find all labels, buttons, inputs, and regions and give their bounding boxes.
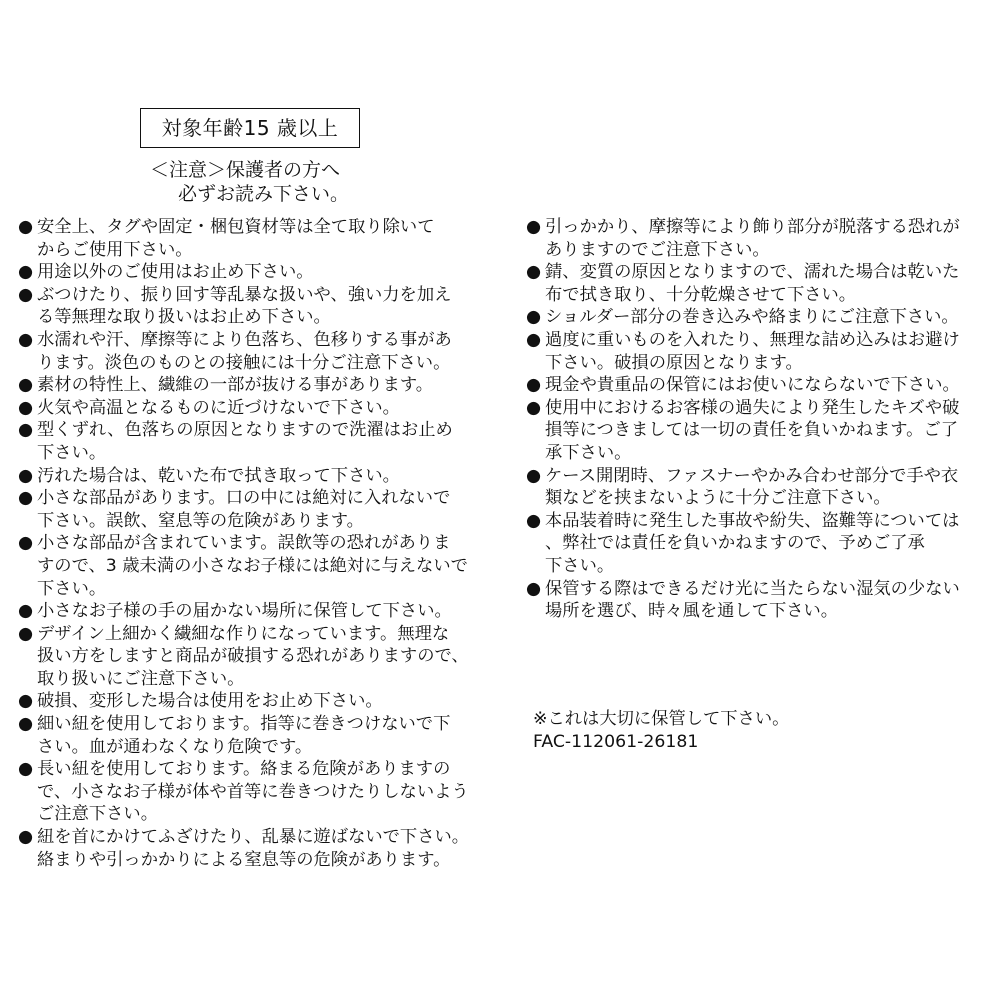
warning-item xyxy=(526,216,986,261)
bullet-icon: ● xyxy=(526,262,542,283)
warning-item xyxy=(18,758,480,826)
bullet-icon: ● xyxy=(526,217,542,237)
warning-item-text: 汚れた場合は、乾いた布で拭き取って下さい。 xyxy=(37,465,400,486)
warning-item-text: 損等につきましては一切の責任を負いかねます。ご了 xyxy=(545,420,959,441)
warning-item-text: 火気や高温となるものに近づけないで下さい。 xyxy=(37,397,400,418)
bullet-icon: ● xyxy=(18,397,34,418)
warning-item-text: ご注意下さい。 xyxy=(37,804,158,825)
caution-title-line: ＜注意＞保護者の方へ xyxy=(150,159,341,181)
warning-item-text: 素材の特性上、繊維の一部が抜ける事があります。 xyxy=(37,375,434,396)
bullet-icon: ● xyxy=(18,488,34,509)
warning-item-text: 類などを挟まないように十分ご注意下さい。 xyxy=(545,488,891,509)
bullet-icon: ● xyxy=(18,691,34,712)
warning-item-text: すので、3 歳未満の小さなお子様には絶対に与えないで xyxy=(37,555,468,576)
warning-item-text: 水濡れや汗、摩擦等により色落ち、色移りする事があ xyxy=(37,329,452,350)
warning-item-text: ります。淡色のものとの接触には十分ご注意下さい。 xyxy=(37,352,451,373)
warning-item-text: 下さい。 xyxy=(545,555,615,576)
warning-item-text: 錆、変質の原因となりますので、濡れた場合は乾いた xyxy=(545,262,960,283)
warning-item xyxy=(18,623,480,691)
bullet-icon: ● xyxy=(18,329,34,350)
caution-title xyxy=(150,158,390,206)
warning-item xyxy=(18,374,480,397)
warning-item-text: 安全上、タグや固定・梱包資材等は全て取り除いて xyxy=(37,217,435,237)
warning-item xyxy=(526,510,986,578)
warning-item-text: 下さい。 xyxy=(37,578,107,599)
warning-item-text: 場所を選び、時々風を通して下さい。 xyxy=(545,601,839,622)
warning-item-text: 型くずれ、色落ちの原因となりますので洗濯はお止め xyxy=(37,420,453,441)
warning-item xyxy=(18,600,480,623)
warning-item-text: からご使用下さい。 xyxy=(37,239,193,260)
warning-item xyxy=(526,578,986,623)
warning-item-text: 用途以外のご使用はお止め下さい。 xyxy=(37,262,314,283)
warning-item xyxy=(526,306,986,329)
warning-item-text: 小さな部品が含まれています。誤飲等の恐れがありま xyxy=(37,533,451,554)
warning-item-text: ケース開閉時、ファスナーやかみ合わせ部分で手や衣 xyxy=(545,465,959,486)
bullet-icon: ● xyxy=(18,284,34,305)
warning-item-text: る等無理な取り扱いはお止め下さい。 xyxy=(37,307,331,328)
warning-item-text: 引っかかり、摩擦等により飾り部分が脱落する恐れが xyxy=(545,217,960,237)
warning-item-text: 下さい。破損の原因となります。 xyxy=(545,352,803,373)
bullet-icon: ● xyxy=(18,759,34,780)
warning-item xyxy=(18,532,480,600)
caution-title-line: 必ずお読み下さい。 xyxy=(178,183,350,205)
warning-item-text: ショルダー部分の巻き込みや絡まりにご注意下さい。 xyxy=(545,307,959,328)
warning-item-text: 小さな部品があります。口の中には絶対に入れないで xyxy=(37,488,451,509)
bullet-icon: ● xyxy=(526,510,542,531)
warning-item-text: 本品装着時に発生した事故や紛失、盗難等については xyxy=(545,510,960,531)
age-label-box: 対象年齢15 歳以上 xyxy=(140,108,360,148)
bullet-icon: ● xyxy=(18,217,34,237)
bullet-icon: ● xyxy=(526,375,542,396)
warning-item xyxy=(526,397,986,465)
bullet-icon: ● xyxy=(18,262,34,283)
bullet-icon: ● xyxy=(526,329,542,350)
footer xyxy=(533,708,789,753)
bullet-icon: ● xyxy=(18,827,34,848)
warning-item xyxy=(18,284,480,329)
bullet-icon: ● xyxy=(526,465,542,486)
warning-item-text: 紐を首にかけてふざけたり、乱暴に遊ばないで下さい。 xyxy=(37,827,470,848)
warning-item-text: 小さなお子様の手の届かない場所に保管して下さい。 xyxy=(37,601,452,622)
right-warning-column xyxy=(526,216,986,623)
bullet-icon: ● xyxy=(526,578,542,599)
warning-item-text: 過度に重いものを入れたり、無理な詰め込みはお避け xyxy=(545,329,960,350)
left-warning-column xyxy=(18,216,480,871)
warning-item xyxy=(526,261,986,306)
bullet-icon: ● xyxy=(18,420,34,441)
warning-item-text: 使用中におけるお客様の過失により発生したキズや破 xyxy=(545,397,960,418)
bullet-icon: ● xyxy=(526,397,542,418)
warning-item-text: ありますのでご注意下さい。 xyxy=(545,239,770,260)
warning-item-text: 下さい。誤飲、窒息等の危険があります。 xyxy=(37,510,364,531)
warning-item-text: 保管する際はできるだけ光に当たらない湿気の少ない xyxy=(545,578,960,599)
bullet-icon: ● xyxy=(18,375,34,396)
warning-item xyxy=(18,216,480,261)
warning-item-text: 細い紐を使用しております。指等に巻きつけないで下 xyxy=(37,714,451,735)
product-code: FAC-112061-26181 xyxy=(533,731,699,752)
bullet-icon: ● xyxy=(18,465,34,486)
warning-item xyxy=(526,374,986,397)
warning-item-text: 承下さい。 xyxy=(545,442,632,463)
warning-item xyxy=(18,419,480,464)
footer-note: ※これは大切に保管して下さい。 xyxy=(533,709,790,729)
warning-item xyxy=(18,713,480,758)
warning-item-text: 現金や貴重品の保管にはお使いにならないで下さい。 xyxy=(545,375,960,396)
warning-item-text: 扱い方をしますと商品が破損する恐れがありますので、 xyxy=(37,646,469,667)
warning-item-text: さい。血が通わなくなり危険です。 xyxy=(37,736,313,757)
warning-item xyxy=(18,261,480,284)
warning-item-text: ぶつけたり、振り回す等乱暴な扱いや、強い力を加え xyxy=(37,284,452,305)
warning-item-text: 取り扱いにご注意下さい。 xyxy=(37,668,245,689)
warning-item xyxy=(526,465,986,510)
bullet-icon: ● xyxy=(18,623,34,644)
warning-item xyxy=(526,329,986,374)
warning-item-text: で、小さなお子様が体や首等に巻きつけたりしないよう xyxy=(37,781,469,802)
warning-item-text: 長い紐を使用しております。絡まる危険がありますの xyxy=(37,759,451,780)
warning-item-text: 破損、変形した場合は使用をお止め下さい。 xyxy=(37,691,383,712)
bullet-icon: ● xyxy=(18,533,34,554)
warning-item xyxy=(18,465,480,488)
warning-item-text: 絡まりや引っかかりによる窒息等の危険があります。 xyxy=(37,849,451,870)
warning-item-text: 布で拭き取り、十分乾燥させて下さい。 xyxy=(545,284,857,305)
bullet-icon: ● xyxy=(18,601,34,622)
warning-item xyxy=(18,487,480,532)
warning-item xyxy=(18,690,480,713)
warning-item-text: デザイン上細かく繊細な作りになっています。無理な xyxy=(37,623,450,644)
bullet-icon: ● xyxy=(526,307,542,328)
warning-item xyxy=(18,329,480,374)
bullet-icon: ● xyxy=(18,714,34,735)
warning-item-text: 、弊社では責任を負いかねますので、予めご了承 xyxy=(545,533,925,554)
warning-item xyxy=(18,826,480,871)
warning-item xyxy=(18,397,480,420)
warning-item-text: 下さい。 xyxy=(37,442,107,463)
